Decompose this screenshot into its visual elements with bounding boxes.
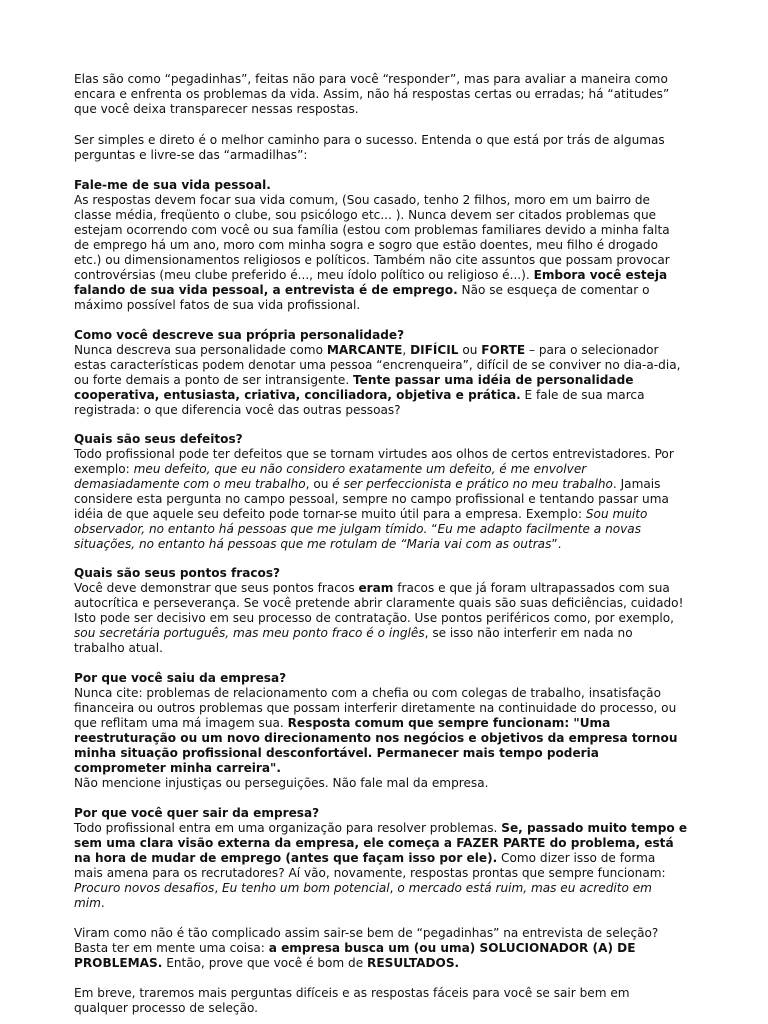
italic-text: situações, no entanto há pessoas que me rotulam de “Maria vai com as outras [74, 537, 552, 551]
bold-text: MARCANTE [326, 343, 403, 357]
document-text-line [74, 626, 633, 641]
document-text-line [74, 178, 271, 193]
document-text-line [74, 432, 243, 447]
document-text-line [74, 596, 683, 611]
document-text-line [74, 701, 676, 716]
document-text-line [74, 462, 586, 477]
document-text-line [74, 851, 655, 866]
text-span: que você deixa transparecer nessas respostas. [74, 102, 359, 116]
text-span: . Jamais [612, 477, 661, 491]
document-text-line [74, 373, 633, 388]
document-text-line [74, 298, 360, 313]
bold-text: minha situação profissional desconfortável. Permanecer mais tempo poderia [74, 746, 599, 760]
text-span: , [214, 881, 223, 895]
italic-text: observador, no entanto há pessoas que me julgam tímido. [74, 522, 428, 536]
text-span: Nunca cite: problemas de relacionamento com a chefia ou com colegas de trabalho, insatisfação [74, 686, 661, 700]
bold-text: a empresa busca um (ou uma) SOLUCIONADOR (A) DE [268, 941, 636, 955]
bold-text: Fale-me de sua vida pessoal. [74, 178, 271, 192]
bold-text: Quais são seus pontos fracos? [74, 566, 281, 580]
text-span: financeira ou outros problemas que possam interferir diretamente na continuidade do processo, ou [74, 701, 677, 715]
bold-text: FORTE [481, 343, 526, 357]
document-text-line [74, 761, 281, 776]
italic-text: o mercado está ruim, mas eu acredito em [397, 881, 652, 895]
bold-text: Por que você saiu da empresa? [74, 671, 287, 685]
bold-text: eram [358, 581, 394, 595]
text-span: fracos e que já foram ultrapassados com sua [393, 581, 670, 595]
text-span: . [100, 896, 105, 910]
document-text-line [74, 223, 670, 238]
document-text-line [74, 72, 668, 87]
text-span: Todo profissional pode ter defeitos que se tornam virtudes aos olhos de certos entrevistadores. Por [74, 447, 674, 461]
text-span: Como dizer isso de forma [497, 851, 656, 865]
document-text-line [74, 102, 359, 117]
document-text-line [74, 238, 658, 253]
text-span: Então, prove que você é bom de [162, 956, 368, 970]
document-text-line [74, 148, 307, 163]
text-span: Elas são como “pegadinhas”, feitas não para você “responder”, mas para avaliar a maneira como [74, 72, 668, 86]
document-text-line [74, 1001, 258, 1016]
text-span: E fale de sua marca [520, 388, 645, 402]
text-span: – para o selecionador [525, 343, 659, 357]
text-span: encara e enfrenta os problemas da vida. Assim, não há respostas certas ou erradas; há “atitudes” [74, 87, 670, 101]
text-span: estas características podem denotar uma pessoa “encrenqueira”, difícil de se conviver no dia-a-dia, [74, 358, 681, 372]
text-span: considere esta pergunta no campo pessoal, sempre no campo profissional e tentando passar uma [74, 492, 669, 506]
document-text-line [74, 581, 670, 596]
text-span: classe média, freqüento o clube, sou psicólogo etc... ). Nunca devem ser citados problemas que [74, 208, 657, 222]
document-text-line [74, 776, 488, 791]
text-span: de emprego há um ano, moro com minha sogra e sogro que estão doentes, meu filho é drogado [74, 238, 659, 252]
document-text-line [74, 926, 658, 941]
text-span: exemplo: [74, 462, 134, 476]
document-text-line [74, 358, 680, 373]
bold-text: Por que você quer sair da empresa? [74, 806, 320, 820]
text-span: , [389, 881, 398, 895]
document-text-line [74, 671, 286, 686]
text-span: As respostas devem focar sua vida comum, (Sou casado, tenho 2 filhos, moro em um bairro de [74, 193, 650, 207]
text-span: máximo possível fatos de sua vida profissional. [74, 298, 361, 312]
bold-text: cooperativa, entusiasta, criativa, conciliadora, objetiva e prática. [74, 388, 521, 402]
text-span: Não se esqueça de comentar o [457, 283, 650, 297]
document-text-line [74, 268, 667, 283]
document-text-line [74, 447, 674, 462]
document-text-line [74, 941, 636, 956]
text-span: Isto pode ser decisivo em seu processo de contratação. Use pontos periféricos como, por exemplo, [74, 611, 675, 625]
document-text-line [74, 328, 404, 343]
italic-text: sou secretária português, mas meu ponto fraco é o inglês [74, 626, 425, 640]
italic-text: demasiadamente com o meu trabalho [74, 477, 306, 491]
bold-text: falando de sua vida pessoal, a entrevista é de emprego. [74, 283, 458, 297]
text-span: Nunca descreva sua personalidade como [74, 343, 327, 357]
text-span: autocrítica e perseverança. Se você pretende abrir claramente quais são suas deficiências, cuidado! [74, 596, 684, 610]
text-span: Não mencione injustiças ou perseguições. Não fale mal da empresa. [74, 776, 489, 790]
document-text-line [74, 821, 687, 836]
document-text-line [74, 986, 630, 1001]
bold-text: Se, passado muito tempo e [501, 821, 688, 835]
text-span: Ser simples e direto é o melhor caminho para o sucesso. Entenda o que está por trás de algumas [74, 133, 665, 147]
document-text-line [74, 492, 669, 507]
italic-text: Eu me adapto facilmente a novas [437, 522, 641, 536]
document-text-line [74, 956, 459, 971]
bold-text: Quais são seus defeitos? [74, 432, 243, 446]
document-text-line [74, 866, 666, 881]
text-span: qualquer processo de seleção. [74, 1001, 259, 1015]
document-text-line [74, 253, 670, 268]
document-text-line [74, 746, 599, 761]
document-text-line [74, 507, 647, 522]
document-text-line [74, 537, 562, 552]
bold-text: comprometer minha carreira". [74, 761, 281, 775]
document-text-line [74, 836, 674, 851]
document-text-line [74, 686, 661, 701]
text-span: , ou [305, 477, 333, 491]
text-span: Em breve, traremos mais perguntas difíceis e as respostas fáceis para você se sair bem em [74, 986, 630, 1000]
text-span: idéia de que aquele seu defeito pode tornar-se muito útil para a empresa. Exemplo: [74, 507, 586, 521]
text-span: Basta ter em mente uma coisa: [74, 941, 269, 955]
document-text-line [74, 896, 105, 911]
document-text-line [74, 193, 650, 208]
text-span: “ [427, 522, 438, 536]
document-text-line [74, 522, 641, 537]
italic-text: é ser perfeccionista e prático no meu trabalho [332, 477, 613, 491]
bold-text: na hora de mudar de emprego (antes que façam isso por ele). [74, 851, 498, 865]
text-span: estejam ocorrendo com você ou sua família (estou com problemas familiares devido a minha falta [74, 223, 670, 237]
bold-text: Tente passar uma idéia de personalidade [353, 373, 634, 387]
text-span: Você deve demonstrar que seus pontos fracos [74, 581, 359, 595]
document-text-line [74, 208, 656, 223]
italic-text: Procuro novos desafios [74, 881, 215, 895]
document-text-line [74, 881, 652, 896]
document-text-line [74, 388, 645, 403]
document-text-line [74, 611, 674, 626]
bold-text: reestruturação ou um novo direcionamento nos negócios e objetivos da empresa tornou [74, 731, 678, 745]
document-text-line [74, 403, 401, 418]
document-text-line [74, 477, 660, 492]
italic-text: mim [74, 896, 101, 910]
text-span: , se isso não interferir em nada no [424, 626, 633, 640]
document-text-line [74, 641, 163, 656]
text-span: ou forte demais a ponto de ser intransigente. [74, 373, 354, 387]
text-span: mais amena para os recrutadores? Aí vão, novamente, respostas prontas que sempre funcionam: [74, 866, 666, 880]
text-span: perguntas e livre-se das “armadilhas”: [74, 148, 308, 162]
text-span: ou [458, 343, 482, 357]
text-span: controvérsias (meu clube preferido é..., meu ídolo político ou religioso é...). [74, 268, 534, 282]
document-text-line [74, 806, 319, 821]
document-text-line [74, 566, 280, 581]
text-span: etc.) ou dimensionamentos religiosos e políticos. Também não cite assuntos que possam provocar [74, 253, 670, 267]
bold-text: Embora você esteja [533, 268, 668, 282]
text-span: trabalho atual. [74, 641, 163, 655]
document-text-line [74, 133, 665, 148]
bold-text: RESULTADOS. [367, 956, 460, 970]
text-span: Viram como não é tão complicado assim sair-se bem de “pegadinhas” na entrevista de seleção? [74, 926, 659, 940]
text-span: que reflitam uma má imagem sua. [74, 716, 288, 730]
text-span: registrada: o que diferencia você das outras pessoas? [74, 403, 401, 417]
bold-text: sem uma clara visão externa da empresa, ele começa a FAZER PARTE do problema, está [74, 836, 674, 850]
document-text-line [74, 716, 610, 731]
document-text-line [74, 343, 658, 358]
bold-text: Como você descreve sua própria personalidade? [74, 328, 405, 342]
text-span: ”. [551, 537, 562, 551]
document-text-line [74, 87, 669, 102]
italic-text: meu defeito, que eu não considero exatamente um defeito, é me envolver [133, 462, 587, 476]
bold-text: DIFÍCIL [410, 343, 459, 357]
text-span: , [402, 343, 411, 357]
bold-text: Resposta comum que sempre funcionam: "Uma [287, 716, 611, 730]
bold-text: PROBLEMAS. [74, 956, 163, 970]
italic-text: Sou muito [585, 507, 648, 521]
text-span: Todo profissional entra em uma organização para resolver problemas. [74, 821, 502, 835]
document-text-line [74, 731, 677, 746]
document-text-line [74, 283, 650, 298]
italic-text: Eu tenho um bom potencial [222, 881, 390, 895]
